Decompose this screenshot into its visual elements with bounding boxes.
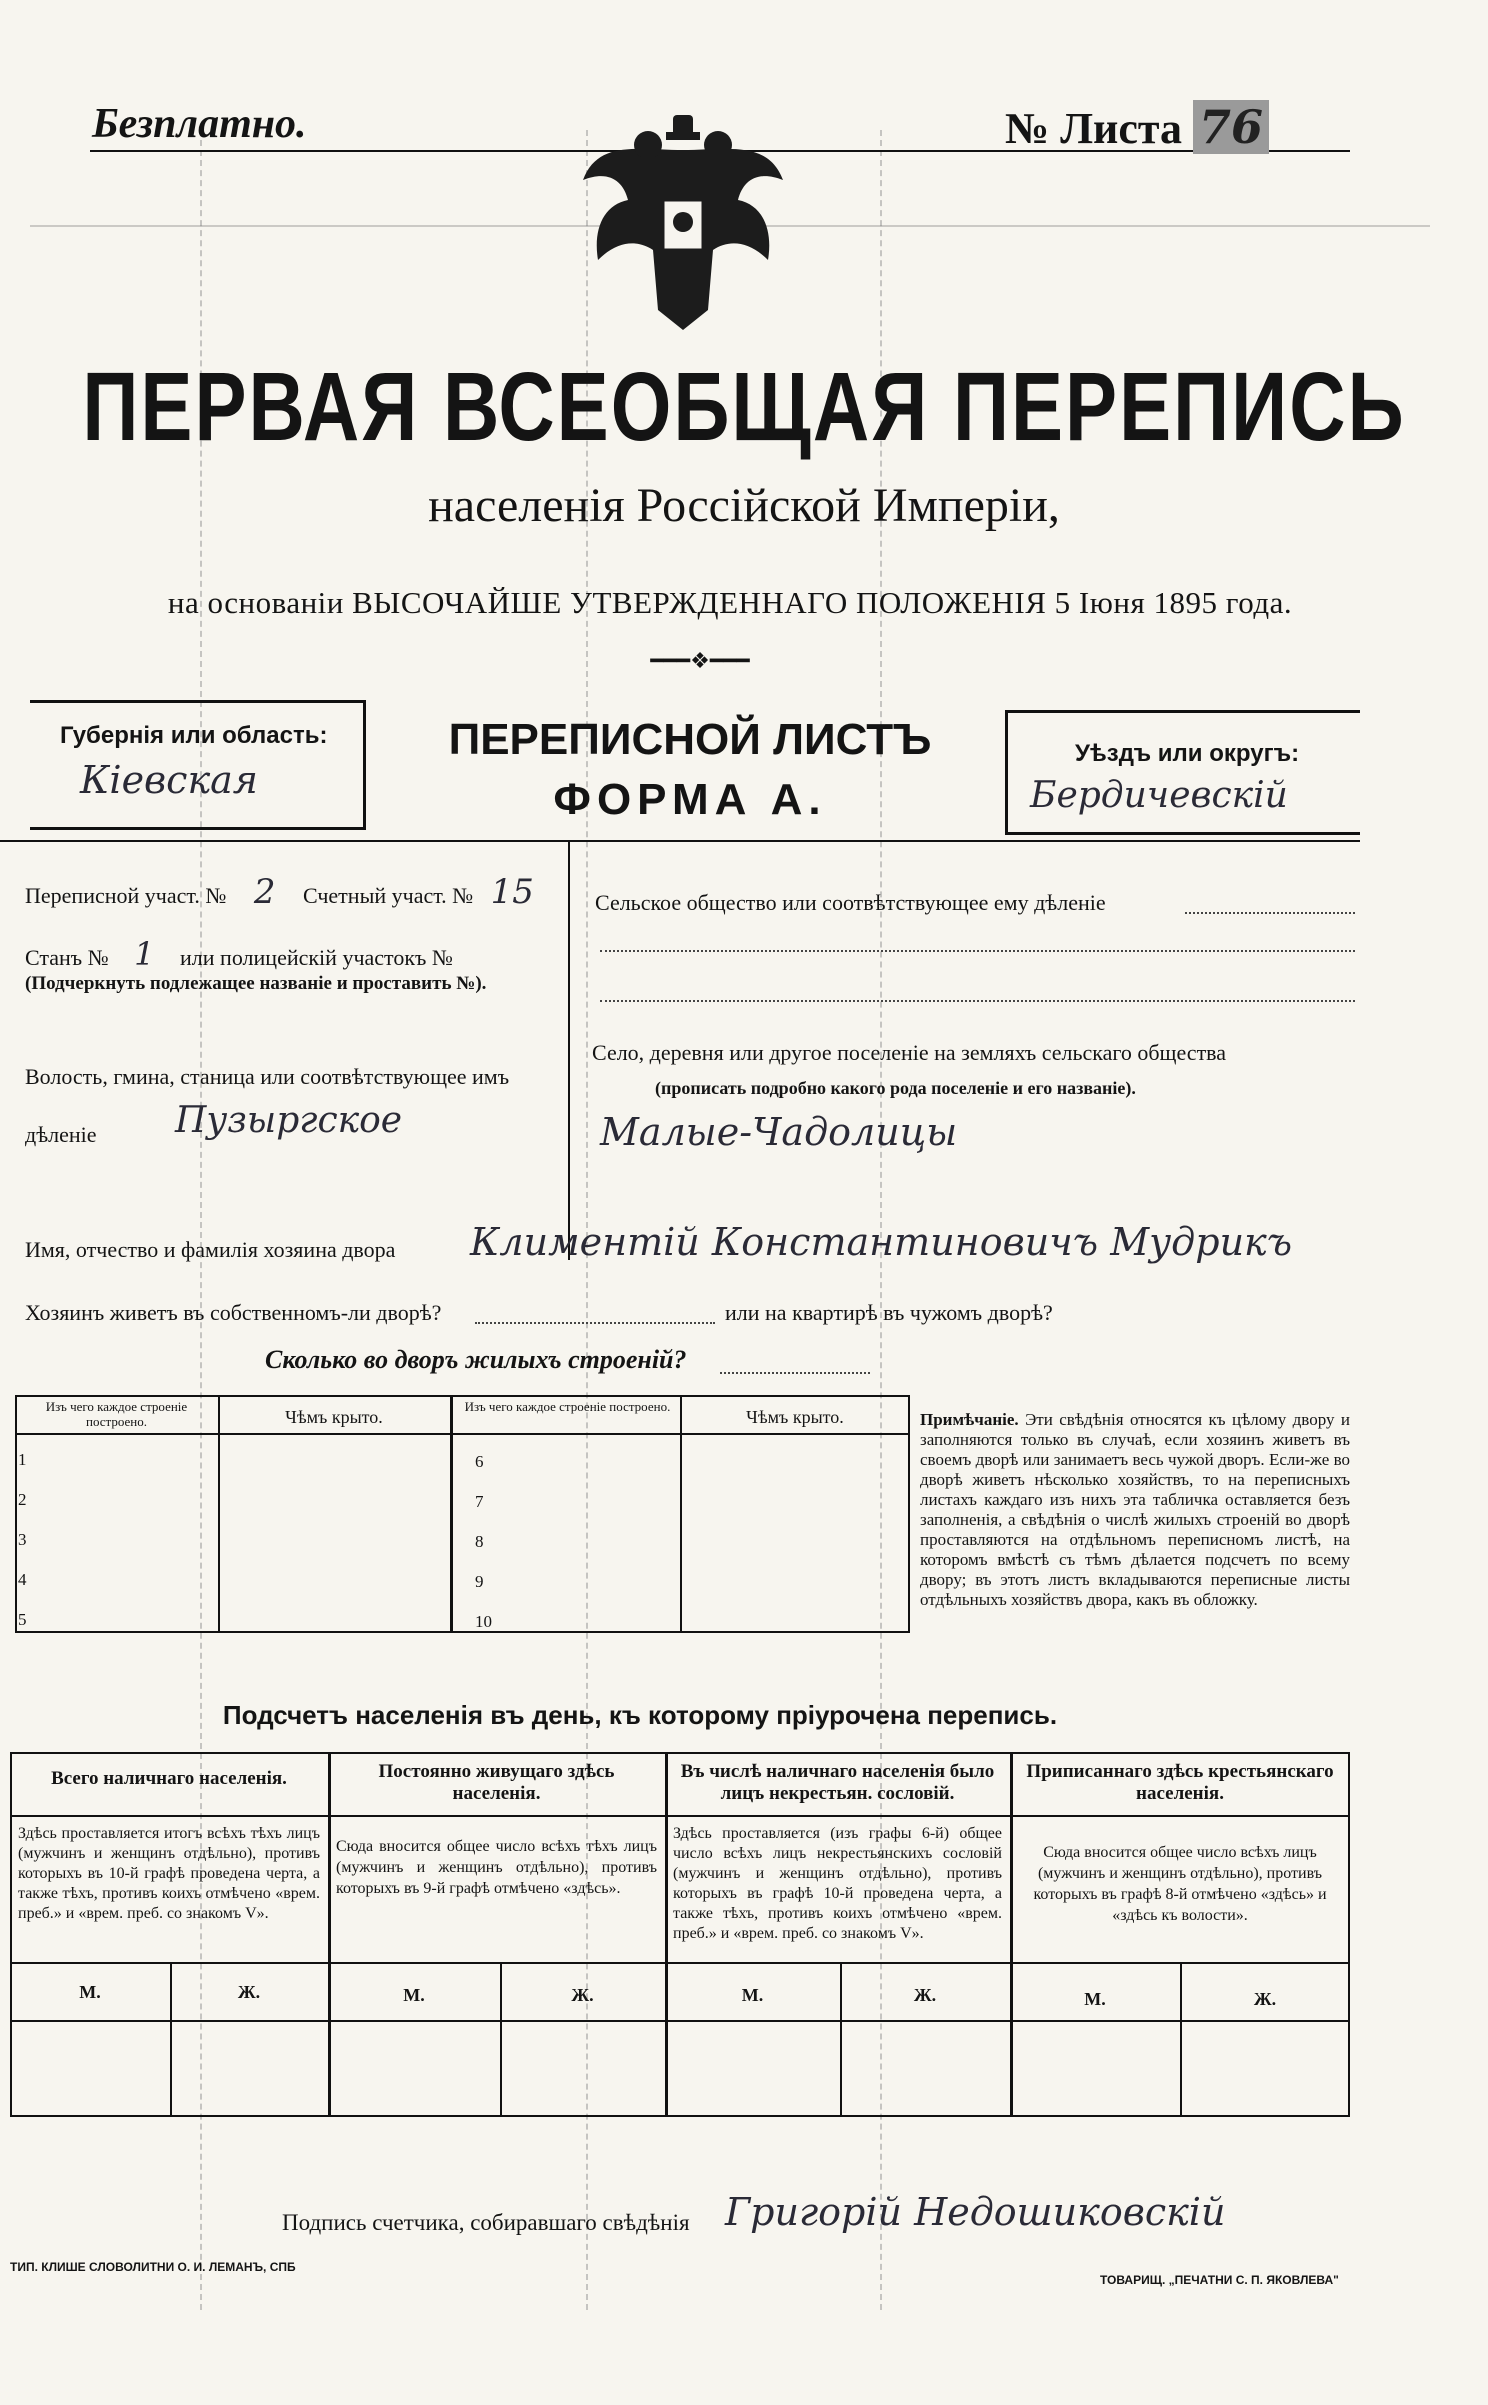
col-roof-header: Чѣмъ крыто. <box>285 1407 383 1427</box>
population-mf-rule <box>10 2020 1350 2022</box>
buildings-question: Сколько во дворъ жилыхъ строеній? <box>265 1345 687 1374</box>
count-section-value: 15 <box>490 872 534 912</box>
lives-own-label: Хозяинъ живетъ въ собственномъ-ли дворѣ? <box>25 1300 442 1325</box>
building-row-number: 1 <box>18 1450 27 1469</box>
pop-col2-title: Постоянно живущаго здѣсь населенія. <box>378 1761 615 1804</box>
buildings-line <box>720 1372 870 1374</box>
census-section-label: Переписной участ. № <box>25 883 227 908</box>
building-row-number: 4 <box>18 1570 27 1589</box>
pop-col3-male: М. <box>741 1985 764 2005</box>
police-label: или полицейскій участокъ № <box>180 945 453 970</box>
village-value: Малые-Чадолицы <box>600 1110 958 1154</box>
province-value: Кіевская <box>80 758 258 802</box>
pop-col3-title: Въ числѣ наличнаго населенія было лицъ некрестьян. сословій. <box>680 1761 995 1804</box>
building-row-number: 8 <box>475 1532 484 1551</box>
footer-left: ТИП. КЛИШЕ СЛОВОЛИТНИ О. И. ЛЕМАНЪ, СПБ <box>10 2260 296 2274</box>
building-row-numbers-left <box>18 1440 27 1640</box>
pop-col1-desc: Здѣсь проставляется итогъ всѣхъ тѣхъ лицъ (мужчинъ и женщинъ отдѣльно), противъ которыхъ въ 10-й графѣ проведена черта, а также тѣхъ, противъ коихъ отмѣчено «врем. преб.» и «врем. преб. со знакомъ V». <box>18 1825 320 1922</box>
footer-right: ТОВАРИЩ. „ПЕЧАТНИ С. П. ЯКОВЛЕВА" <box>1100 2273 1339 2287</box>
volost-label: Волость, гмина, станица или соотвѣтствующее имъ дѣленіе <box>25 1064 510 1147</box>
society-line <box>1185 912 1355 914</box>
pop-col1-male: М. <box>79 1982 101 2002</box>
pop-col4-title: Приписаннаго здѣсь крестьянскаго населенія. <box>1026 1761 1334 1804</box>
underline-note: (Подчеркнуть подлежащее названіе и проставить №). <box>25 973 487 994</box>
society-line-3 <box>600 1000 1355 1002</box>
owner-name-label: Имя, отчество и фамилія хозяина двора <box>25 1237 396 1262</box>
legal-basis: на основаніи ВЫСОЧАЙШЕ УТВЕРЖДЕННАГО ПОЛОЖЕНІЯ 5 Іюня 1895 года. <box>167 585 1293 620</box>
building-row-number: 6 <box>475 1452 484 1471</box>
building-row-number: 10 <box>475 1612 492 1631</box>
census-section-field <box>25 872 534 912</box>
lives-own-line <box>475 1322 715 1324</box>
sheet-number-value: 76 <box>1193 100 1269 154</box>
village-note: (прописать подробно какого рода поселеніе и его названіе). <box>655 1078 1136 1098</box>
society-line-2 <box>600 950 1355 952</box>
col-material-header-2: Изъ чего каждое строеніе построено. <box>464 1399 671 1414</box>
district-box <box>1005 710 1360 835</box>
buildings-divider <box>450 1395 453 1633</box>
pop-col3-female: Ж. <box>913 1985 937 2005</box>
count-section-label: Счетный участ. № <box>302 883 474 908</box>
form-name: ПЕРЕПИСНОЙ ЛИСТЪ <box>448 715 932 764</box>
pop-col2-male: М. <box>403 1985 425 2005</box>
col-material-header: Изъ чего каждое строеніе построено. <box>45 1399 188 1429</box>
pop-col4-desc: Сюда вносится общее число всѣхъ лицъ (мужчинъ и женщинъ отдѣльно), противъ которыхъ въ графѣ 8-й отмѣчено «здѣсь» и «здѣсь къ волости». <box>1033 1844 1327 1924</box>
main-title: ПЕРВАЯ ВСЕОБЩАЯ ПЕРЕПИСЬ <box>82 351 1406 462</box>
building-row-number: 3 <box>18 1530 27 1549</box>
population-title-rule <box>10 1815 1350 1817</box>
population-heading: Подсчетъ населенія въ день, къ которому пріурочена перепись. <box>222 1700 1058 1730</box>
owner-name-value: Климентій Константиновичъ Мудрикъ <box>470 1220 1293 1264</box>
note-title: Примѣчаніе. <box>920 1410 1019 1429</box>
pop-col2-desc: Сюда вносится общее число всѣхъ тѣхъ лицъ (мужчинъ и женщинъ отдѣльно), противъ которыхъ въ 9-й графѣ отмѣчено «здѣсь». <box>336 1838 657 1897</box>
form-type: ФОРМА А. <box>553 775 827 824</box>
pop-col1-title: Всего наличнаго населенія. <box>51 1768 287 1789</box>
building-row-number: 7 <box>475 1492 484 1511</box>
section-rule <box>0 840 1360 842</box>
building-row-numbers-right <box>475 1442 492 1642</box>
building-row-number: 9 <box>475 1572 484 1591</box>
ornament-divider: ━━━❖━━━ <box>650 648 750 673</box>
population-desc-rule <box>10 1962 1350 1964</box>
stan-label: Станъ № <box>25 945 109 970</box>
note-block <box>920 1410 1350 1610</box>
district-value: Бердичевскій <box>1030 775 1288 816</box>
signature-label: Подпись счетчика, собиравшаго свѣдѣнія <box>282 2210 690 2235</box>
pop-col2-female: Ж. <box>571 1985 594 2005</box>
col-roof-header-2: Чѣмъ крыто. <box>746 1407 844 1427</box>
note-text: Эти свѣдѣнія относятся къ цѣлому двору и заполняются только въ случаѣ, если хозяинъ живетъ въ своемъ дворѣ или занимаетъ весь чужой дворъ. Если-же во дворѣ живетъ нѣсколько хозяйствъ, то на переписныхъ листахъ каждаго изъ нихъ эта табличка оставляется безъ заполненія, а свѣдѣнія о числѣ жилыхъ строеній во дворѣ проставляются на отдѣльномъ переписномъ листѣ, на которомъ вмѣстѣ съ тѣмъ дѣлается подсчетъ по всему двору; въ этотъ листъ вкладываются переписные листы отдѣльныхъ хозяйствъ двора, какъ въ обложку. <box>920 1410 1350 1609</box>
sheet-number-label <box>1005 100 1269 154</box>
province-label: Губернія или область: <box>60 722 328 749</box>
volost-value: Пузыргское <box>175 1100 403 1141</box>
census-section-value: 2 <box>253 872 276 912</box>
pop-col3-desc: Здѣсь проставляется (изъ графы 6-й) общее число всѣхъ лицъ некрестьянскихъ сословій (мужчинъ и женщинъ отдѣльно), противъ которыхъ въ графѣ 10-й проведена черта, а также тѣхъ, противъ коихъ отмѣчено «врем. преб.» и «врем. преб. со знакомъ V». <box>673 1825 1002 1942</box>
pop-col1-female: Ж. <box>237 1982 261 2002</box>
stan-value: 1 <box>134 935 155 973</box>
pop-col4-male: М. <box>1084 1989 1106 2009</box>
lives-rent-label: или на квартирѣ въ чужомъ дворѣ? <box>725 1300 1053 1325</box>
pop-col4-female: Ж. <box>1253 1989 1277 2009</box>
district-label: Уѣздъ или округъ: <box>1075 740 1300 767</box>
stan-field <box>25 935 453 973</box>
sheet-number-text: № Листа <box>1005 104 1183 153</box>
village-label: Село, деревня или другое поселеніе на земляхъ сельскаго общества <box>592 1040 1227 1065</box>
building-row-number: 2 <box>18 1490 27 1509</box>
society-label: Сельское общество или соотвѣтствующее ему дѣленіе <box>595 890 1106 915</box>
column-divider <box>568 840 570 1260</box>
building-row-number: 5 <box>18 1610 27 1629</box>
free-label: Безплатно. <box>92 101 307 147</box>
signature-value: Григорій Недошиковскій <box>725 2190 1226 2234</box>
subtitle: населенія Россійской Имперіи, <box>428 479 1060 532</box>
double-headed-eagle-icon <box>578 110 788 340</box>
